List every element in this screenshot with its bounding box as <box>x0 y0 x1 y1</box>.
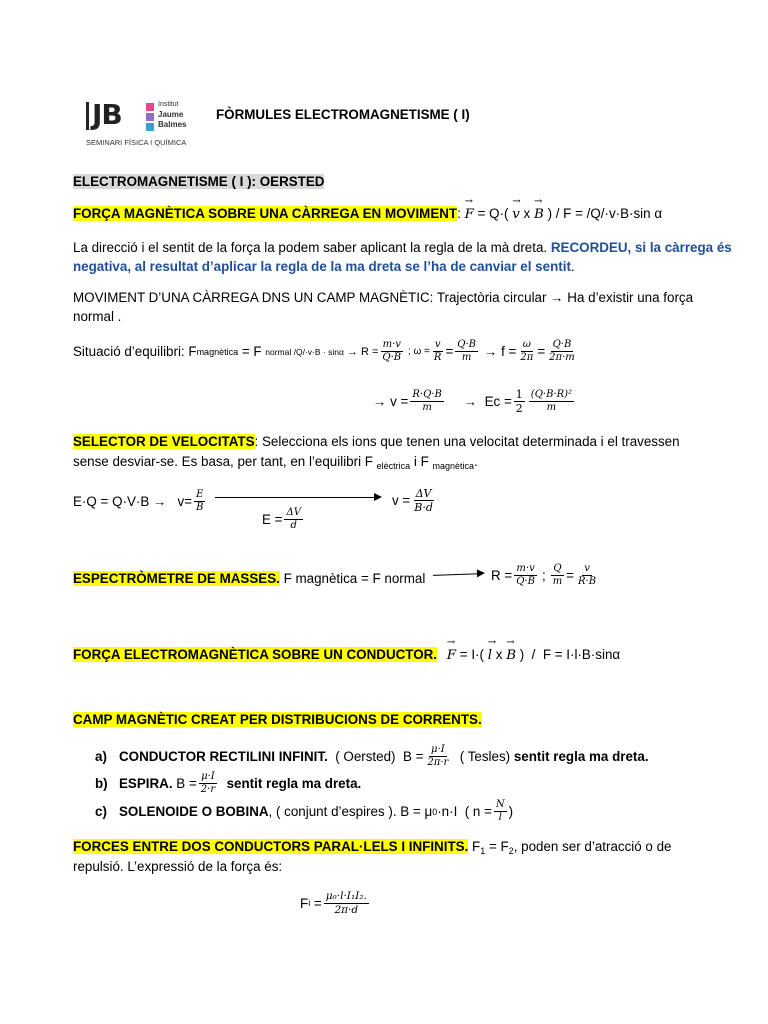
selector-eq: E·Q = Q·V·B → v= <box>73 494 193 509</box>
eq-part: = Q·( <box>477 206 509 221</box>
heading-magnetic-field: CAMP MAGNÈTIC CREAT PER DISTRIBUCIONS DE CORRENTS. <box>73 712 482 727</box>
item-title: CONDUCTOR RECTILINI INFINIT. <box>119 749 328 764</box>
eq-part: ) / F = /Q/·v·B·sin α <box>547 206 663 221</box>
list-item-solenoid: c) SOLENOIDE O BOBINA , ( conjunt d’espires ). B = μ 0 ·n·I ( n = $\frac{N}{l}$ ) <box>95 799 514 823</box>
selector-text: : Selecciona els ions que tenen una velocitat determinada i el travessen <box>254 434 680 449</box>
sub-1: 1 <box>480 846 486 856</box>
list-item-loop <box>95 771 361 796</box>
page-title: FÒRMULES ELECTROMAGNETISME ( I) <box>216 107 470 122</box>
eq-sign: = F <box>238 344 266 359</box>
sub-electrica: elèctrica <box>376 461 411 471</box>
vector-B: → B <box>506 648 516 663</box>
item-text: ·n·I ( n = <box>437 804 492 819</box>
semicolon: ; <box>541 568 546 583</box>
direction-text: La direcció i el sentit de la força la podem saber aplicant la regla de la mà dreta. <box>73 240 551 255</box>
item-title: ESPIRA. <box>119 776 173 791</box>
forces-text: = F <box>485 839 509 854</box>
spectrometer-arrow <box>433 573 483 576</box>
colon: : <box>457 206 461 221</box>
eq-label: Situació d’equilibri: F <box>73 344 197 359</box>
school-logo <box>86 98 206 154</box>
velocity-energy-formula <box>373 388 576 415</box>
sub-magnetica: magnètica <box>432 461 475 471</box>
list-marker: c) <box>95 804 107 819</box>
item-title: SOLENOIDE O BOBINA <box>119 804 269 819</box>
selector-field-formula <box>262 507 305 532</box>
heading-mass-spectrometer: ESPECTRÒMETRE DE MASSES. <box>73 571 280 586</box>
derivation-arrow <box>215 497 380 498</box>
item-text <box>219 776 226 791</box>
fraction-parallel-force: $\frac{\text{μ₀·l·I₁I₂.}}{2\pi\cdot d}$ <box>325 890 367 916</box>
force-moving-charge <box>73 206 662 222</box>
parallel-conductors-line1 <box>73 839 672 856</box>
fraction-V-over-d: $\frac{\Delta V}{d}$ <box>286 507 301 531</box>
vector-l: → l <box>488 648 492 663</box>
fraction-mu-I-over-2r: $\frac{\mu\cdot I}{2\cdot r}$ <box>200 771 216 795</box>
arrow-f: → f = <box>484 344 517 359</box>
vector-v: → v <box>512 207 520 222</box>
list-marker: a) <box>95 749 107 764</box>
parallel-force-formula <box>300 890 371 916</box>
selector-text: i F <box>410 454 433 469</box>
eq-part: = I·( <box>459 647 484 662</box>
vector-F: → F <box>447 648 456 663</box>
arrow-R: → R = <box>343 345 379 358</box>
fraction-N-over-l: $\frac{N}{l}$ <box>495 799 505 823</box>
vector-B: → B <box>534 207 544 222</box>
fraction-E-over-B: $\frac{E}{B}$ <box>196 489 204 513</box>
heading-force-moving-charge: FORÇA MAGNÈTICA SOBRE UNA CÀRREGA EN MOVIMENT <box>73 206 458 221</box>
force-conductor <box>73 647 620 663</box>
E-eq: E = <box>262 512 283 527</box>
selector-text: sense desviar-se. Es basa, per tant, en l’equilibri F <box>73 454 377 469</box>
item-text: B = <box>172 776 197 791</box>
velocity-selector-line1 <box>73 434 680 449</box>
logo-letters: JB <box>92 98 122 131</box>
direction-paragraph-line1 <box>73 240 732 255</box>
fraction-v: $\frac{R\cdot Q\cdot B}{m}$ <box>412 389 442 414</box>
fraction-Q-over-m: $\frac{Q}{m}$ <box>552 563 563 587</box>
fraction-R: $\frac{m\cdot v}{Q\cdot B}$ <box>516 563 535 587</box>
fraction-v-over-RB: $\frac{v}{R\cdot B}$ <box>578 563 597 587</box>
eq-sign: = <box>537 344 546 359</box>
sub-i: i <box>308 898 311 909</box>
selector-formula-left <box>73 489 207 514</box>
forces-text: , poden ser d’atracció o de <box>513 839 672 854</box>
circular-motion-line1: MOVIMENT D’UNA CÀRREGA DNS UN CAMP MAGNÈTIC: Trajectòria circular → Ha d’existir una força <box>73 290 694 305</box>
item-rule: sentit regla ma dreta. <box>513 749 649 764</box>
heading-force-conductor: FORÇA ELECTROMAGNÈTICA SOBRE UN CONDUCTOR. <box>73 647 438 662</box>
logo-caption: SEMINARI FÍSICA I QUÍMICA <box>86 138 187 147</box>
fraction-half: $\frac{1}{2}$ <box>515 388 523 416</box>
list-marker: b) <box>95 776 108 791</box>
item-text: , ( conjunt d’espires ). B = μ <box>268 804 433 819</box>
sub-normal: normal /Q/·v·B · sinα <box>265 346 344 357</box>
warning-text-1: RECORDEU, si la càrrega és <box>550 240 732 255</box>
equilibrium-formula <box>73 339 579 364</box>
fraction-ec: $\frac{\text{(Q·B·R)²}}{m}$ <box>530 389 573 414</box>
direction-paragraph-line2 <box>73 259 575 274</box>
eq-part: ) / F = I·l·B·sinα <box>519 647 621 662</box>
fraction-V-over-Bd: $\frac{\Delta V}{B\cdot d}$ <box>414 487 433 515</box>
item-text: ( Tesles) <box>452 749 514 764</box>
eq-sign: = <box>445 344 454 359</box>
cross-symbol: x <box>495 647 503 662</box>
circular-motion-line2: normal . <box>73 309 122 324</box>
warning-text-2: negativa, al resultat d’aplicar la regla de la ma dreta se l’ha de canviar el sentit <box>73 259 571 274</box>
item-rule: sentit regla ma dreta. <box>226 776 362 791</box>
fraction-f1: $\frac{\omega}{2\pi}$ <box>520 339 534 363</box>
eq-sign: = <box>566 568 574 583</box>
v-eq: → v = <box>373 394 409 410</box>
sub-2: 2 <box>508 846 514 856</box>
cross-symbol: x <box>523 206 531 221</box>
velocity-selector-line2 <box>73 454 478 471</box>
list-item-straight-conductor <box>95 744 649 769</box>
fraction-mu-I-over-2pir: $\frac{\mu\cdot I}{2\pi\cdot r}$ <box>427 744 449 768</box>
section-heading-oersted: ELECTROMAGNETISME ( I ): OERSTED <box>73 174 325 189</box>
ec-eq: → Ec = <box>463 394 512 410</box>
selector-formula-right <box>392 487 437 514</box>
item-text: ( Oersted) B = <box>327 749 424 764</box>
fraction-f2: $\frac{Q\cdot B}{2\pi\cdot m}$ <box>549 339 575 363</box>
spectrometer-formula <box>491 563 600 588</box>
parallel-conductors-line2: repulsió. L’expressió de la força és: <box>73 859 283 874</box>
forces-text: F <box>468 839 481 854</box>
period: . <box>570 259 575 274</box>
heading-velocity-selector: SELECTOR DE VELOCITATS <box>73 434 255 449</box>
fraction-R: $\frac{m\cdot v}{Q\cdot B}$ <box>382 339 402 363</box>
item-text: ) <box>508 804 514 819</box>
vector-F: → F <box>465 207 474 222</box>
logo-line2: Jaume <box>158 110 184 119</box>
eq-sign: = <box>310 895 322 911</box>
fraction-omega1: $\frac{v}{R}$ <box>433 339 442 363</box>
mass-spectrometer <box>73 571 425 586</box>
logo-line3: Balmes <box>158 120 187 129</box>
omega-eq: ; ω = <box>405 346 430 357</box>
sub-magnetica: magnètica <box>196 346 239 357</box>
v-eq: v = <box>392 493 411 509</box>
spectrometer-text: F magnètica = F normal <box>279 571 426 586</box>
period: . <box>474 454 478 469</box>
F-symbol: F <box>300 895 309 911</box>
R-eq: R = <box>491 568 513 583</box>
heading-parallel-conductors: FORCES ENTRE DOS CONDUCTORS PARAL·LELS I INFINITS. <box>73 839 469 854</box>
logo-line1: Institut <box>158 101 179 108</box>
fraction-omega2: $\frac{Q\cdot B}{m}$ <box>457 339 476 363</box>
